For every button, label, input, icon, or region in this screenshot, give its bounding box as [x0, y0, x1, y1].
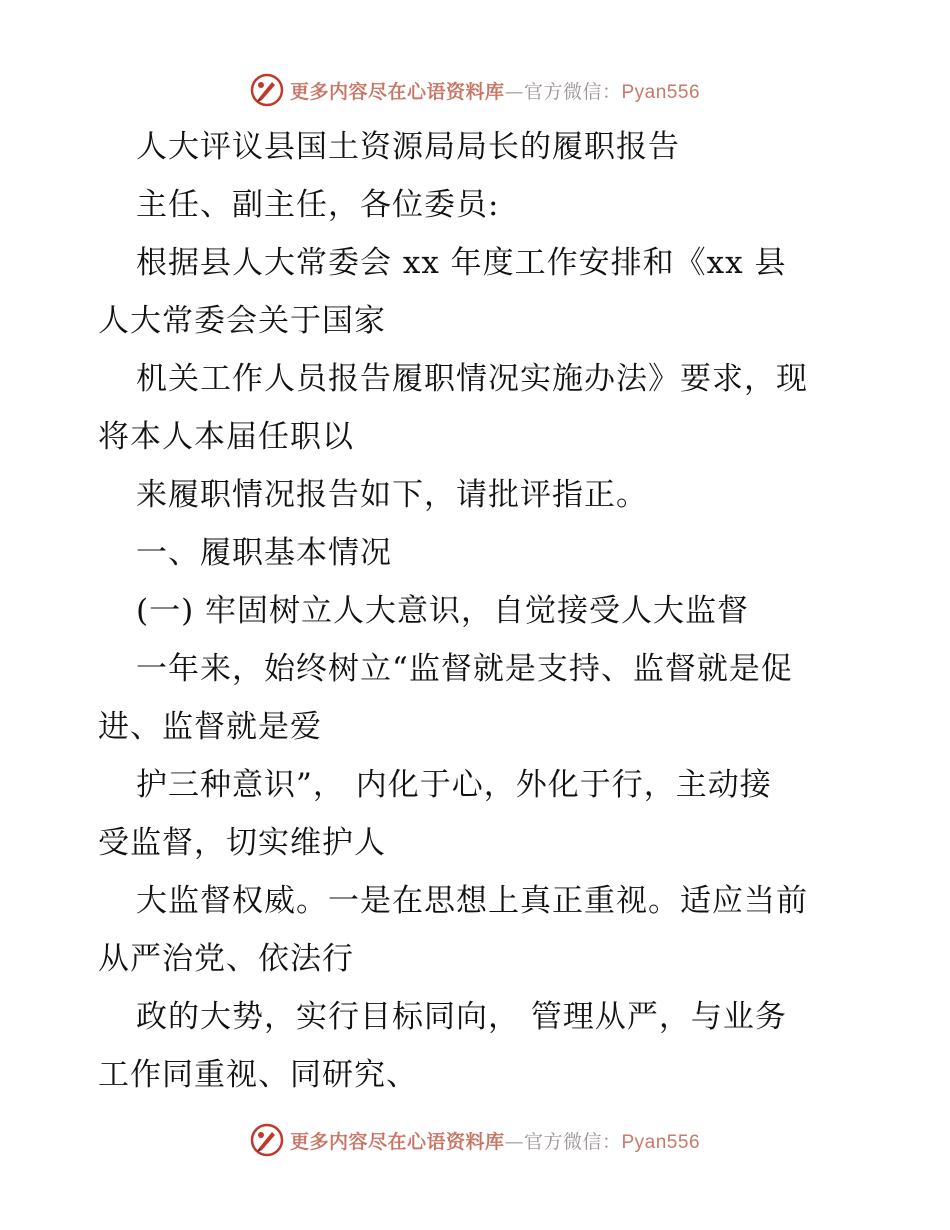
- paragraph-line: 人大常委会关于国家: [98, 303, 386, 339]
- paragraph-line: 大监督权威。一是在思想上真正重视。适应当前: [136, 883, 808, 919]
- paragraph-line: 从严治党、依法行: [98, 941, 354, 977]
- paragraph-line: 进、监督就是爱: [98, 709, 322, 745]
- paragraph-line: 护三种意识”， 内化于心，外化于行，主动接: [136, 767, 772, 803]
- quill-logo-icon: [250, 73, 284, 107]
- subsection-heading: (一) 牢固树立人大意识，自觉接受人大监督: [136, 593, 750, 629]
- paragraph-line: 来履职情况报告如下，请批评指正。: [136, 477, 648, 513]
- section-heading: 一、履职基本情况: [136, 535, 392, 571]
- header-watermark: [0, 70, 950, 110]
- paragraph-line: 根据县人大常委会 xx 年度工作安排和《xx 县: [136, 245, 787, 281]
- footer-watermark: [0, 1120, 950, 1160]
- paragraph-line: 政的大势，实行目标同向， 管理从严，与业务: [136, 999, 787, 1035]
- document-title: 人大评议县国土资源局局长的履职报告: [136, 129, 680, 165]
- quill-logo-icon: [250, 1123, 284, 1157]
- salutation: 主任、副主任，各位委员:: [136, 187, 500, 223]
- watermark-text: 更多内容尽在心语资料库—官方微信：Pyan556: [289, 80, 701, 103]
- paragraph-line: 将本人本届任职以: [98, 419, 354, 455]
- paragraph-line: 一年来，始终树立“监督就是支持、监督就是促: [136, 651, 793, 687]
- watermark-text: 更多内容尽在心语资料库—官方微信：Pyan556: [289, 1130, 701, 1153]
- document-body: [98, 118, 858, 1104]
- paragraph-line: 受监督，切实维护人: [98, 825, 386, 861]
- paragraph-line: 机关工作人员报告履职情况实施办法》要求，现: [136, 361, 808, 397]
- paragraph-line: 工作同重视、同研究、: [98, 1057, 418, 1093]
